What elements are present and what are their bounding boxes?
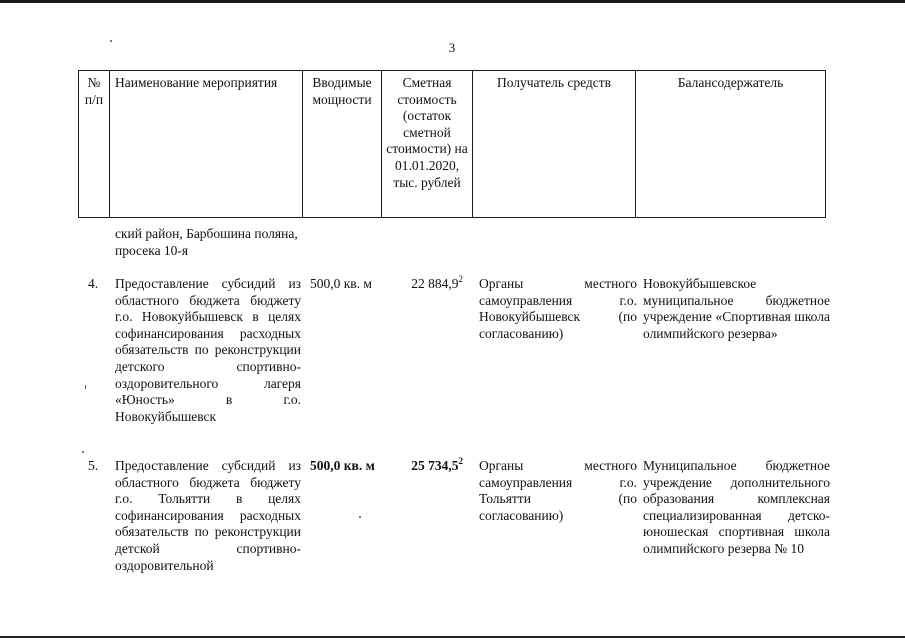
scan-speck bbox=[110, 40, 112, 42]
cost-footnote: 2 bbox=[458, 455, 463, 466]
row-number: 5. bbox=[87, 458, 99, 473]
row-recipient: Органы местного самоуправления г.о. Тольятти (по согласованию) bbox=[479, 458, 637, 523]
cost-value: 22 884,9 bbox=[411, 276, 459, 291]
page-number: 3 bbox=[448, 40, 456, 55]
row-balance-holder: Новокуйбышевское муниципальное бюджетное учреждение «Спортивная школа олимпийского резерва» bbox=[643, 276, 830, 341]
cost-footnote: 2 bbox=[458, 273, 463, 284]
row-cost bbox=[390, 455, 463, 475]
row-measure-name: Предоставление субсидий из областного бюджета бюджету г.о. Тольятти в целях софинансирования расходных обязательств по реконструкции детской спортивно-оздоровительной bbox=[115, 458, 301, 573]
table-header bbox=[78, 70, 826, 218]
bottom-border-line bbox=[0, 636, 905, 638]
header-col-recipient: Получатель средств bbox=[473, 71, 636, 218]
scan-speck bbox=[85, 385, 86, 389]
scan-speck bbox=[82, 451, 84, 453]
header-col-number: № п/п bbox=[79, 71, 110, 218]
row-cost bbox=[390, 273, 463, 293]
row-capacity: 500,0 кв. м bbox=[310, 458, 375, 473]
row-balance-holder: Муниципальное бюджетное учреждение дополнительного образования комплексная специализированная детско-юношеская спортивная школа олимпийского резерва № 10 bbox=[643, 458, 830, 556]
top-border-line bbox=[0, 0, 905, 3]
continuation-name: ский район, Барбошина поляна, просека 10-я bbox=[115, 226, 298, 258]
header-col-holder: Балансодержатель bbox=[636, 71, 826, 218]
row-recipient: Органы местного самоуправления г.о. Новокуйбышевск (по согласованию) bbox=[479, 276, 637, 341]
row-capacity: 500,0 кв. м bbox=[310, 276, 372, 291]
scan-speck bbox=[359, 516, 361, 518]
header-col-name: Наименование мероприятия bbox=[110, 71, 303, 218]
row-number: 4. bbox=[87, 276, 99, 291]
header-col-capacity: Вводимые мощности bbox=[303, 71, 382, 218]
header-col-cost: Сметная стоимость (остаток сметной стоимости) на 01.01.2020, тыс. рублей bbox=[382, 71, 473, 218]
cost-value: 25 734,5 bbox=[411, 458, 459, 473]
row-measure-name: Предоставление субсидий из областного бюджета бюджету г.о. Новокуйбышевск в целях софинансирования расходных обязательств по реконструкции детского спортивно-оздоровительного лагеря «Юность» в г.о. Новокуйбышевск bbox=[115, 276, 301, 424]
